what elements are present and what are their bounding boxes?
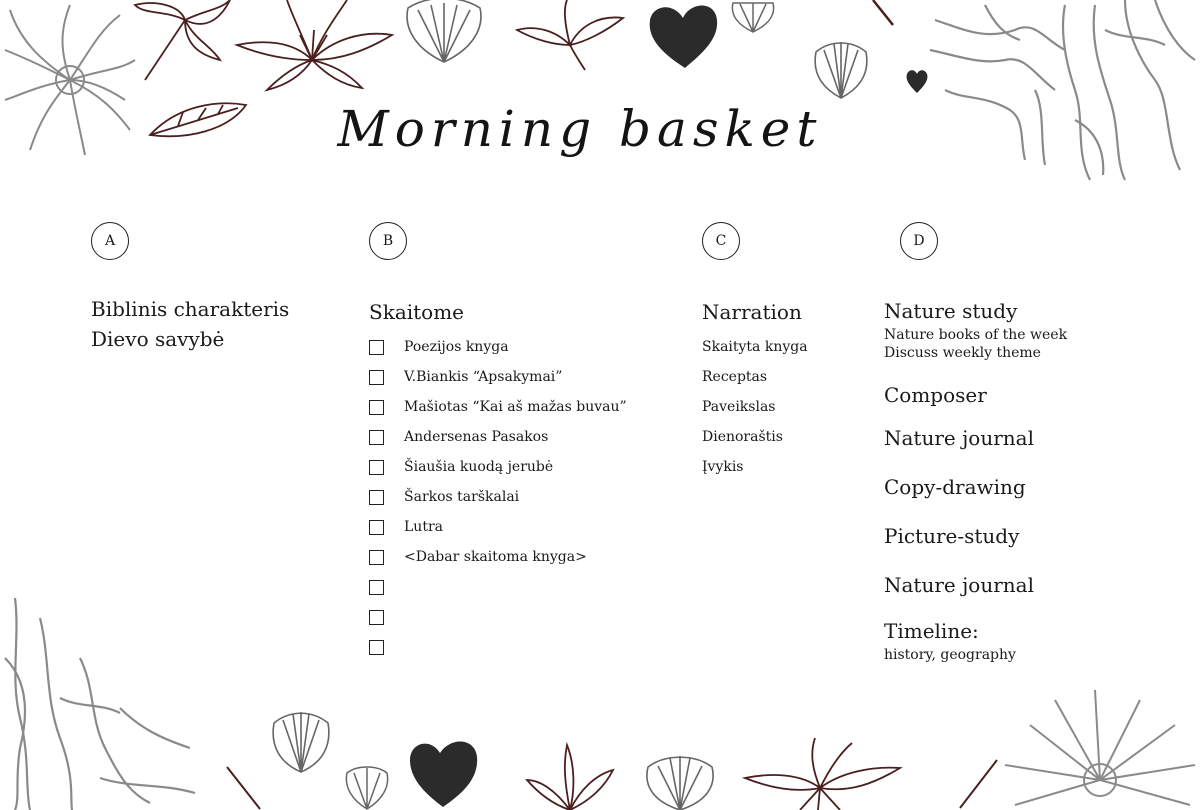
checkbox[interactable] xyxy=(369,580,384,595)
checkbox[interactable] xyxy=(369,490,384,505)
shell-icon xyxy=(640,752,720,810)
lily-flower-icon xyxy=(525,740,615,810)
reading-item-label: Poezijos knyga xyxy=(404,339,509,355)
reading-item-label: V.Biankis “Apsakymai” xyxy=(404,369,563,385)
ivy-leaf-icon xyxy=(125,0,235,85)
reading-item-label: Lutra xyxy=(404,519,443,535)
shell-icon xyxy=(342,765,392,810)
checkbox[interactable] xyxy=(369,640,384,655)
reading-item[interactable] xyxy=(369,362,627,392)
narration-item: Įvykis xyxy=(702,459,744,475)
shell-small-icon xyxy=(728,0,778,35)
checkbox[interactable] xyxy=(369,550,384,565)
timeline-block xyxy=(884,616,1016,664)
heart-icon xyxy=(405,735,480,810)
reading-heading: Skaitome xyxy=(369,300,465,324)
composer-label: Composer xyxy=(884,383,987,407)
column-c-marker: C xyxy=(702,222,740,260)
reading-item-empty[interactable] xyxy=(369,602,627,632)
narration-item: Receptas xyxy=(702,369,768,385)
column-a-marker: A xyxy=(91,222,129,260)
coral-bottom-left-icon xyxy=(0,598,200,810)
checkbox[interactable] xyxy=(369,520,384,535)
nature-journal-label: Nature journal xyxy=(884,573,1034,597)
narration-heading: Narration xyxy=(702,300,802,324)
reading-item[interactable] xyxy=(369,482,627,512)
column-b xyxy=(369,297,627,662)
checkbox[interactable] xyxy=(369,400,384,415)
page-title: Morning basket xyxy=(337,100,823,158)
checkbox[interactable] xyxy=(369,610,384,625)
lily-flower-icon xyxy=(232,0,397,95)
lily-flower-small-icon xyxy=(515,0,625,72)
checkbox[interactable] xyxy=(369,370,384,385)
column-a xyxy=(91,294,289,354)
reading-item-empty[interactable] xyxy=(369,632,627,662)
narration-item: Dienoraštis xyxy=(702,429,783,445)
reading-item[interactable] xyxy=(369,422,627,452)
discuss-theme-label: Discuss weekly theme xyxy=(884,345,1041,361)
reading-item-label: Andersenas Pasakos xyxy=(404,429,549,445)
copy-drawing-label: Copy-drawing xyxy=(884,475,1026,499)
reading-item[interactable] xyxy=(369,452,627,482)
column-c xyxy=(702,297,808,482)
branch-icon xyxy=(955,758,1000,810)
lily-flower-icon xyxy=(740,738,905,810)
column-b-marker: B xyxy=(369,222,407,260)
reading-item[interactable] xyxy=(369,512,627,542)
nature-study-heading: Nature study xyxy=(884,299,1018,323)
timeline-heading: Timeline: xyxy=(884,619,979,643)
reading-item-label: <Dabar skaitoma knyga> xyxy=(404,549,587,565)
nature-journal-label: Nature journal xyxy=(884,426,1034,450)
bible-character-label: Biblinis charakteris xyxy=(91,297,290,321)
reading-item-label: Šiaušia kuodą jerubė xyxy=(404,459,554,475)
reading-item-label: Mašiotas “Kai aš mažas buvau” xyxy=(404,399,627,415)
shell-icon xyxy=(810,38,872,100)
shell-icon xyxy=(268,708,334,774)
checkbox[interactable] xyxy=(369,460,384,475)
reading-item[interactable] xyxy=(369,542,627,572)
branch-icon xyxy=(868,0,898,28)
shell-icon xyxy=(398,0,490,65)
reading-item[interactable] xyxy=(369,332,627,362)
checkbox[interactable] xyxy=(369,430,384,445)
heart-icon xyxy=(645,0,720,70)
column-d xyxy=(884,296,1067,362)
checkbox[interactable] xyxy=(369,340,384,355)
reading-item-empty[interactable] xyxy=(369,572,627,602)
timeline-sub-label: history, geography xyxy=(884,647,1016,663)
column-d-marker: D xyxy=(900,222,938,260)
reading-item-label: Šarkos tarškalai xyxy=(404,489,520,505)
god-attribute-label: Dievo savybė xyxy=(91,327,225,351)
narration-item: Paveikslas xyxy=(702,399,776,415)
narration-item: Skaityta knyga xyxy=(702,339,808,355)
nature-books-label: Nature books of the week xyxy=(884,327,1068,343)
coral-bottom-right-icon xyxy=(1000,685,1200,810)
branch-icon xyxy=(225,765,265,810)
reading-item[interactable] xyxy=(369,392,627,422)
picture-study-label: Picture-study xyxy=(884,524,1020,548)
